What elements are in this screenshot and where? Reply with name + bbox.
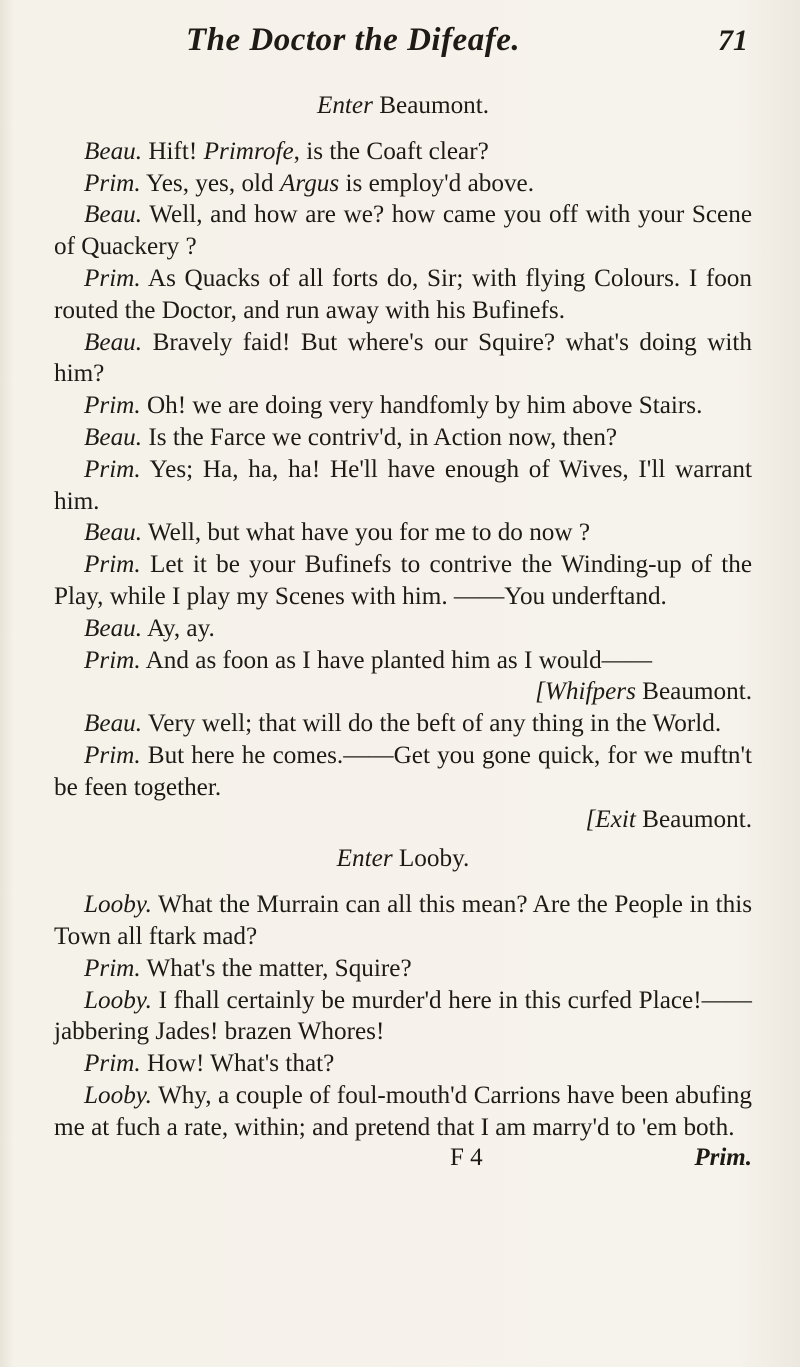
speaker-name: Prim. — [84, 1050, 141, 1078]
dialogue-block — [54, 136, 752, 677]
speech-text: Why, a couple of foul-mouth'd Carrions have been abufing me at fuch a rate, within; and pretend that I am marry'd to 'em both. — [54, 1081, 752, 1141]
speech-text: Well, but what have you for me to do now ? — [147, 519, 591, 547]
stage-character: Beaumont. — [379, 92, 490, 119]
page-number: 71 — [718, 24, 748, 57]
speech — [54, 517, 752, 549]
speaker-name: Prim. — [84, 264, 141, 292]
speech-text: And as foon as I have planted him as I would—— — [145, 646, 653, 674]
speaker-name: Looby. — [84, 986, 152, 1014]
speaker-name: Prim. — [84, 169, 141, 197]
page-footer — [54, 1144, 752, 1178]
dialogue-block — [54, 708, 752, 803]
speech-text: Yes, yes, old — [146, 169, 280, 197]
signature-mark: F 4 — [450, 1143, 483, 1171]
speech — [54, 327, 752, 391]
speech — [54, 889, 752, 953]
speaker-name: Beau. — [84, 423, 143, 451]
speaker-name: Prim. — [84, 455, 141, 483]
speech — [54, 422, 752, 454]
dialogue-block — [54, 889, 752, 1143]
exit-verb: [Exit — [585, 805, 636, 833]
speech-text: As Quacks of all forts do, Sir; with flying Colours. I foon routed the Doctor, and run away with his Bufinefs. — [54, 264, 752, 324]
speech — [54, 263, 752, 327]
speech-text: What's the matter, Squire? — [146, 954, 412, 982]
speech — [54, 613, 752, 645]
speech-text: But here he comes.——Get you gone quick, for we muftn't be feen together. — [54, 741, 753, 801]
stage-direction-whispers — [54, 676, 752, 708]
speaker-name: Looby. — [84, 1081, 152, 1109]
speech-text: Yes; Ha, ha, ha! He'll have enough of Wives, I'll warrant him. — [54, 455, 752, 515]
speaker-name: Looby. — [84, 891, 152, 919]
catchword: Prim. — [694, 1143, 752, 1171]
speech — [54, 1080, 752, 1144]
speech-text: I fhall certainly be murder'd here in this curfed Place!——jabbering Jades! brazen Whores! — [54, 986, 752, 1046]
speech-text: is employ'd above. — [339, 169, 535, 197]
speech-text: Argus — [279, 169, 340, 197]
speaker-name: Prim. — [84, 954, 141, 982]
speech-text: , is the Coaft clear? — [293, 137, 489, 165]
speech — [54, 168, 752, 200]
speech — [54, 645, 752, 677]
speaker-name: Prim. — [84, 646, 141, 674]
speech-text: Bravely faid! But where's our Squire? what's doing with him? — [54, 328, 753, 388]
speech — [54, 549, 752, 613]
speech-text: Well, and how are we? how came you off with your Scene of Quackery ? — [54, 201, 752, 261]
speech — [54, 1048, 752, 1080]
speech — [54, 136, 752, 168]
speaker-name: Prim. — [84, 551, 141, 579]
aside-verb: [Whifpers — [535, 678, 636, 706]
speaker-name: Beau. — [84, 519, 143, 547]
speaker-name: Beau. — [84, 328, 143, 356]
speech-text: Hift! — [148, 137, 204, 165]
speech-text: Oh! we are doing very handfomly by him above Stairs. — [146, 392, 703, 420]
stage-verb: Enter — [336, 845, 393, 873]
speech — [54, 953, 752, 985]
speech-text: Very well; that will do the beft of any thing in the World. — [147, 710, 722, 738]
speaker-name: Beau. — [84, 137, 143, 165]
speech — [54, 708, 752, 740]
speech — [54, 454, 752, 518]
running-head: The Doctor the Difeafe. — [186, 22, 521, 58]
speech-text: Primrofe — [203, 137, 294, 165]
stage-character: Looby. — [398, 845, 470, 873]
aside-character: Beaumont. — [635, 678, 752, 706]
speech-text: How! What's that? — [146, 1050, 335, 1078]
exit-character: Beaumont. — [635, 805, 752, 833]
stage-direction-enter — [54, 90, 752, 122]
stage-verb: Enter — [316, 92, 373, 119]
speech — [54, 985, 752, 1049]
speech-text: Ay, ay. — [146, 614, 215, 642]
speech — [54, 740, 752, 804]
speech-text: Let it be your Bufinefs to contrive the Winding-up of the Play, while I play my Scenes with him. ——You underftand. — [54, 551, 753, 610]
speech-text: Is the Farce we contriv'd, in Action now, then? — [148, 423, 618, 451]
speaker-name: Beau. — [84, 201, 143, 229]
speech — [54, 199, 752, 263]
stage-direction-enter — [54, 843, 752, 875]
speech — [54, 390, 752, 422]
speaker-name: Prim. — [84, 392, 141, 420]
play-text — [54, 90, 752, 1144]
speaker-name: Prim. — [84, 741, 141, 769]
speaker-name: Beau. — [84, 710, 143, 738]
stage-direction-exit — [54, 804, 752, 836]
speaker-name: Beau. — [84, 614, 143, 642]
speech-text: What the Murrain can all this mean? Are the People in this Town all ftark mad? — [54, 891, 752, 950]
page-header — [54, 22, 752, 70]
